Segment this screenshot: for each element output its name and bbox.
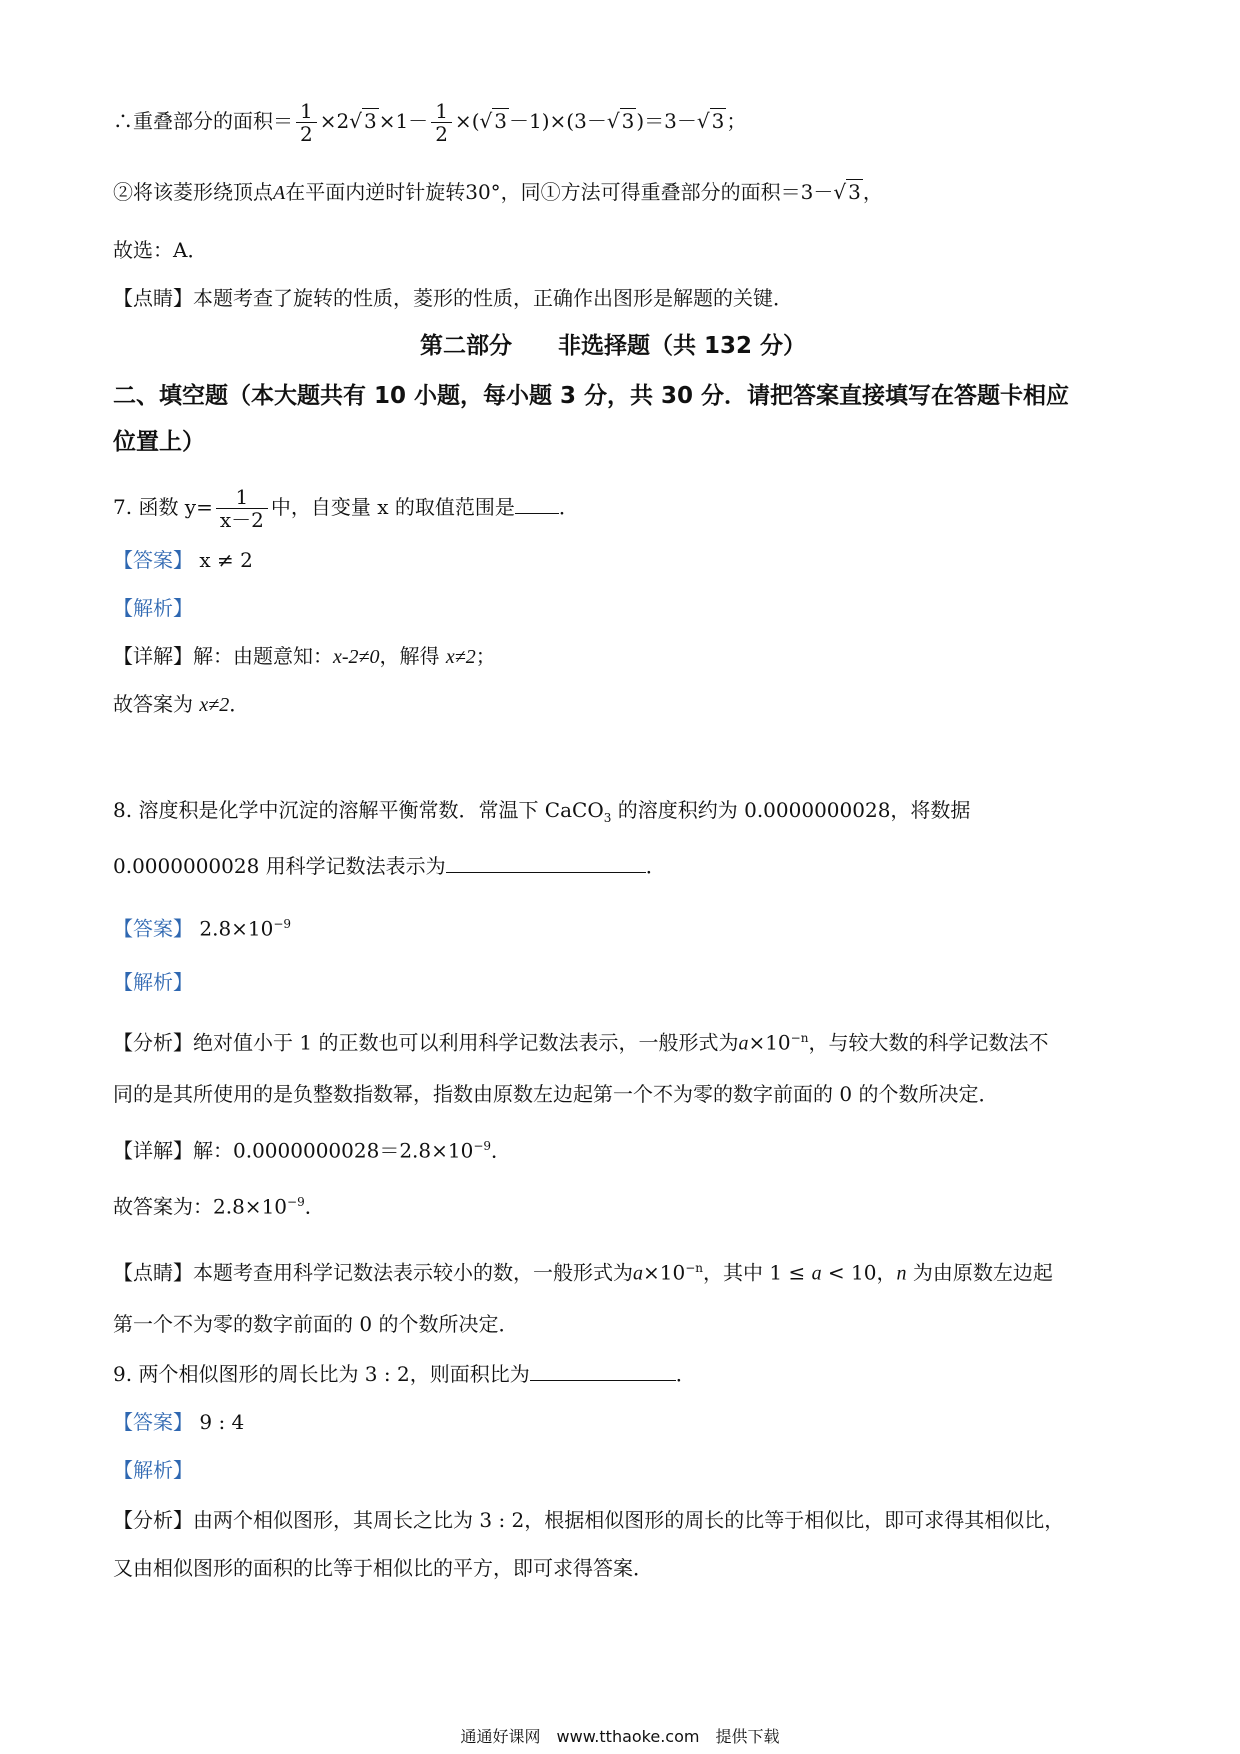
text: 7. 函数 y= bbox=[113, 495, 213, 519]
answer-blank bbox=[446, 852, 646, 873]
text: ， bbox=[862, 180, 883, 204]
comment-line: 【点睛】本题考查了旋转的性质，菱形的性质，正确作出图形是解题的关键． bbox=[113, 286, 793, 310]
text: ． bbox=[645, 854, 666, 878]
section-heading-cont: 位置上） bbox=[113, 429, 205, 455]
question-8 bbox=[113, 796, 970, 832]
answer-line bbox=[113, 1408, 244, 1436]
text: ． bbox=[491, 1138, 512, 1163]
variable: a bbox=[811, 1262, 822, 1285]
denominator: x－2 bbox=[219, 508, 264, 532]
expression: x-2≠0 bbox=[333, 646, 380, 668]
answer-value: 9 : 4 bbox=[199, 1410, 245, 1434]
text: 在平面内逆时针旋转30°，同①方法可得重叠部分的面积＝3－ bbox=[285, 180, 834, 204]
text: 绝对值小于 1 的正数也可以利用科学记数法表示，一般形式为 bbox=[193, 1030, 739, 1055]
subscript: 3 bbox=[603, 811, 612, 825]
exponent: −n bbox=[790, 1031, 809, 1045]
detail-label: 【详解】 bbox=[113, 1138, 193, 1163]
detail-line bbox=[113, 1132, 511, 1165]
analysis-label: 【解析】 bbox=[113, 596, 193, 620]
question-9 bbox=[113, 1360, 696, 1388]
analysis-label: 【分析】 bbox=[113, 1508, 193, 1532]
answer-value: x ≠ 2 bbox=[199, 548, 253, 572]
denominator: 2 bbox=[435, 122, 448, 146]
part-two-title: 第二部分 非选择题（共 132 分） bbox=[420, 333, 807, 359]
denominator: 2 bbox=[300, 122, 313, 146]
fraction bbox=[296, 100, 317, 145]
answer-blank bbox=[515, 493, 559, 514]
text: ×2 bbox=[319, 109, 350, 133]
analysis-label: 【解析】 bbox=[113, 970, 193, 994]
expression: x≠2 bbox=[199, 694, 230, 716]
text: 故答案为：2.8×10 bbox=[113, 1194, 288, 1219]
answer-label: 【答案】 bbox=[113, 1410, 193, 1434]
analysis-line-cont: 又由相似图形的面积的比等于相似比的平方，即可求得答案． bbox=[113, 1556, 653, 1580]
formula: CaCO bbox=[544, 798, 604, 822]
text: ×10 bbox=[748, 1030, 791, 1055]
detail-line bbox=[113, 642, 496, 671]
comment-line-cont: 第一个不为零的数字前面的 0 的个数所决定． bbox=[113, 1312, 519, 1336]
radicand: 3 bbox=[711, 109, 725, 133]
text: 中，自变量 x 的取值范围是 bbox=[270, 495, 515, 519]
text: < 10， bbox=[821, 1260, 897, 1285]
analysis-label: 【分析】 bbox=[113, 1030, 193, 1055]
answer-value: 2.8×10 bbox=[199, 916, 274, 941]
text: ． bbox=[304, 1194, 325, 1219]
variable: n bbox=[896, 1262, 907, 1285]
numerator: 1 bbox=[431, 100, 452, 123]
text: ，与较大数的科学记数法不 bbox=[808, 1030, 1049, 1055]
answer-line bbox=[113, 546, 253, 574]
numerator: 1 bbox=[296, 100, 317, 123]
text: × bbox=[454, 109, 472, 133]
answer-label: 【答案】 bbox=[113, 916, 193, 941]
page-footer: 通通好课网 www.tthaoke.com 提供下载 bbox=[460, 1727, 780, 1746]
text: ，解得 bbox=[379, 644, 446, 668]
fraction bbox=[431, 100, 452, 145]
text: 0.0000000028 用科学记数法表示为 bbox=[113, 854, 446, 878]
section-heading: 二、填空题（本大题共有 10 小题，每小题 3 分，共 30 分．请把答案直接填写在答题卡相应 bbox=[113, 383, 1070, 409]
text: ． bbox=[558, 495, 579, 519]
conclusion-line bbox=[113, 690, 249, 719]
text: 3－ bbox=[574, 109, 607, 133]
analysis-line bbox=[113, 1024, 1048, 1058]
comment-line bbox=[113, 1254, 1053, 1288]
text: 为由原数左边起 bbox=[906, 1260, 1053, 1285]
text: －1 bbox=[508, 109, 542, 133]
choice-line: 故选：A． bbox=[113, 238, 208, 262]
analysis-line bbox=[113, 1506, 1064, 1534]
text: ∴重叠部分的面积＝ bbox=[113, 109, 293, 133]
text: 解：0.0000000028＝2.8×10 bbox=[193, 1138, 474, 1163]
formula-line-1: ∴重叠部分的面积＝ $\frac{1}{2}$ ×2√ 3 ×1－ $\frac{1}{2}$ ×(√ 3 －1)×(3－√ 3 )＝3－√ 3 ； bbox=[113, 99, 747, 146]
numerator: 1 bbox=[216, 486, 268, 509]
text: 8. 溶度积是化学中沉淀的溶解平衡常数．常温下 bbox=[113, 798, 545, 822]
detail-label: 【详解】 bbox=[113, 644, 193, 668]
conclusion-line bbox=[113, 1188, 325, 1221]
text: ； bbox=[726, 109, 747, 133]
text: ，其中 1 ≤ bbox=[703, 1260, 812, 1285]
answer-blank bbox=[530, 1360, 676, 1381]
text: ×10 bbox=[643, 1260, 686, 1285]
analysis-label: 【解析】 bbox=[113, 1458, 193, 1482]
expression: x≠2 bbox=[445, 646, 476, 668]
comment-label: 【点睛】 bbox=[113, 1260, 193, 1285]
radicand: 3 bbox=[621, 109, 635, 133]
point-label: A bbox=[273, 182, 286, 204]
exponent: −9 bbox=[473, 1139, 492, 1153]
exponent: −9 bbox=[287, 1195, 305, 1209]
question-7 bbox=[113, 486, 579, 531]
exponent: −n bbox=[685, 1261, 704, 1275]
text: ； bbox=[475, 644, 496, 668]
text: 由两个相似图形，其周长之比为 3 : 2，根据相似图形的周长的比等于相似比，即可求得其相似比， bbox=[193, 1508, 1065, 1532]
fraction bbox=[216, 486, 268, 531]
text: ×1－ bbox=[378, 109, 429, 133]
text: 本题考查用科学记数法表示较小的数，一般形式为 bbox=[193, 1260, 633, 1285]
text: × bbox=[549, 109, 567, 133]
radicand: 3 bbox=[494, 109, 507, 133]
variable: a bbox=[738, 1032, 749, 1055]
text: ． bbox=[675, 1362, 696, 1386]
radicand: 3 bbox=[848, 180, 861, 204]
text: 故答案为 bbox=[113, 692, 200, 716]
answer-label: 【答案】 bbox=[113, 548, 193, 572]
text: ＝3－ bbox=[644, 109, 697, 133]
exponent: −9 bbox=[273, 917, 292, 931]
radicand: 3 bbox=[363, 109, 377, 133]
text: ． bbox=[229, 692, 250, 716]
answer-line bbox=[113, 910, 291, 943]
rotation-line: ②将该菱形绕顶点A在平面内逆时针旋转30°，同①方法可得重叠部分的面积＝3－√ 3 ， bbox=[113, 180, 883, 204]
text: 的溶度积约为 0.0000000028，将数据 bbox=[611, 798, 971, 822]
text: ②将该菱形绕顶点 bbox=[113, 180, 273, 204]
variable: a bbox=[633, 1262, 643, 1285]
text: 解：由题意知： bbox=[193, 644, 333, 668]
analysis-line-cont: 同的是其所使用的是负整数指数幂，指数由原数左边起第一个不为零的数字前面的 0 的个数所决定． bbox=[113, 1082, 999, 1106]
text: 9. 两个相似图形的周长比为 3 : 2，则面积比为 bbox=[113, 1362, 530, 1386]
question-8-cont bbox=[113, 852, 666, 880]
